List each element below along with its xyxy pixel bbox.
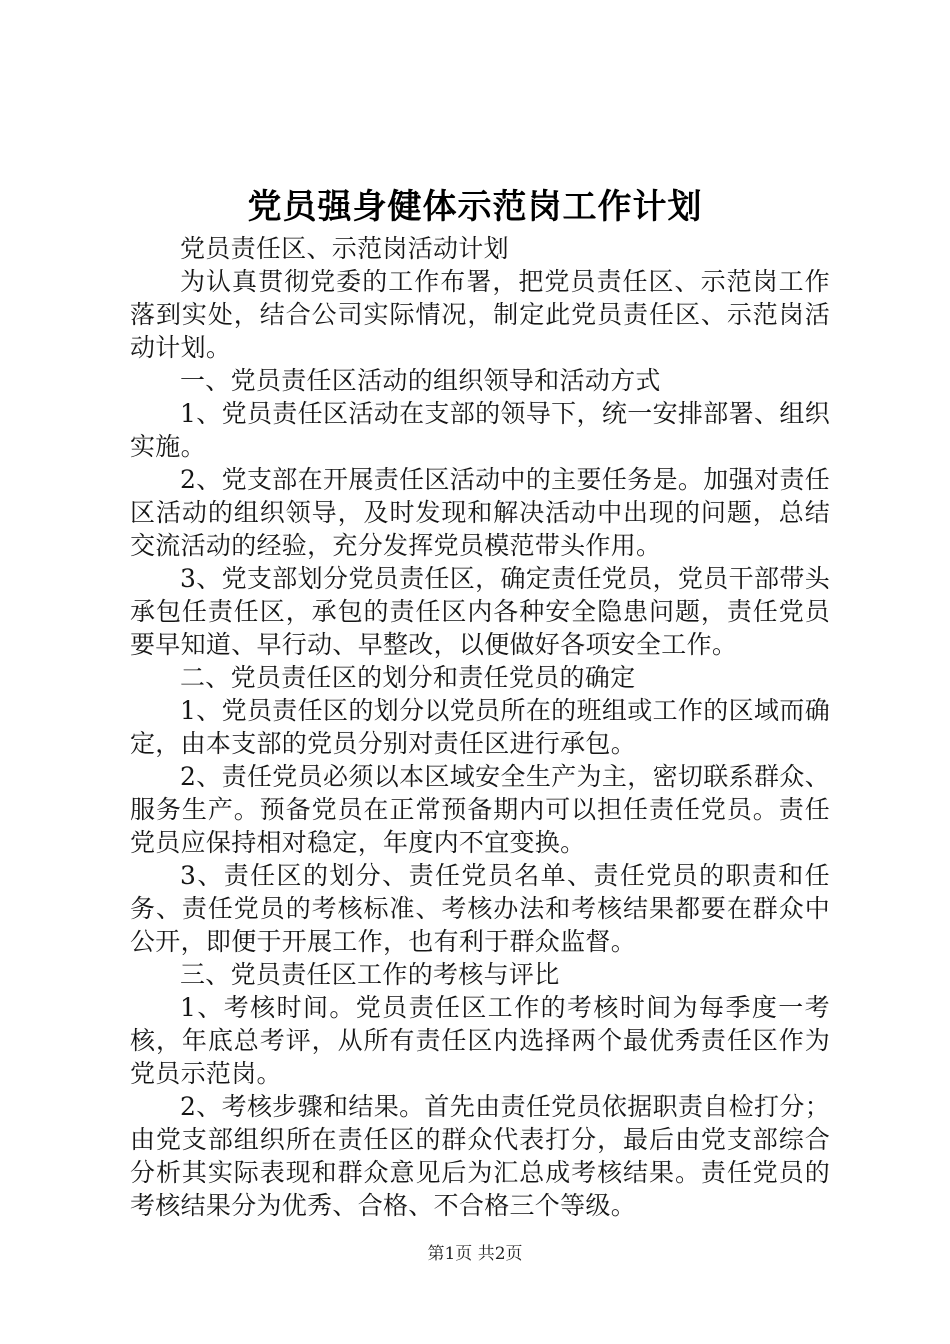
section-2-item-1: 1、党员责任区的划分以党员所在的班组或工作的区域而确定，由本支部的党员分别对责任区进行承包。 [130, 696, 830, 758]
subtitle-paragraph: 党员责任区、示范岗活动计划 [180, 234, 509, 263]
document-title: 党员强身健体示范岗工作计划 [247, 187, 703, 227]
section-1-item-3: 3、党支部划分党员责任区，确定责任党员，党员干部带头承包任责任区，承包的责任区内各种安全隐患问题，责任党员要早知道、早行动、早整改，以便做好各项安全工作。 [130, 564, 830, 659]
intro-paragraph: 为认真贯彻党委的工作布署，把党员责任区、示范岗工作落到实处，结合公司实际情况，制定此党员责任区、示范岗活动计划。 [130, 267, 830, 362]
section-1-item-1: 1、党员责任区活动在支部的领导下，统一安排部署、组织实施。 [130, 399, 830, 461]
section-1-item-2: 2、党支部在开展责任区活动中的主要任务是。加强对责任区活动的组织领导，及时发现和解决活动中出现的问题，总结交流活动的经验，充分发挥党员模范带头作用。 [130, 465, 830, 560]
section-3-item-2: 2、考核步骤和结果。首先由责任党员依据职责自检打分；由党支部组织所在责任区的群众代表打分，最后由党支部综合分析其实际表现和群众意见后为汇总成考核结果。责任党员的考核结果分为优秀、合格、不合格三个等级。 [130, 1092, 830, 1220]
section-heading-2: 二、党员责任区的划分和责任党员的确定 [180, 663, 636, 692]
section-2-item-3: 3、责任区的划分、责任党员名单、责任党员的职责和任务、责任党员的考核标准、考核办法和考核结果都要在群众中公开，即便于开展工作，也有利于群众监督。 [130, 861, 830, 956]
page-number-footer: 第1页 共2页 [427, 1244, 523, 1264]
section-2-item-2: 2、责任党员必须以本区域安全生产为主，密切联系群众、服务生产。预备党员在正常预备期内可以担任责任党员。责任党员应保持相对稳定，年度内不宜变换。 [130, 762, 830, 857]
section-3-item-1: 1、考核时间。党员责任区工作的考核时间为每季度一考核，年底总考评，从所有责任区内选择两个最优秀责任区作为党员示范岗。 [130, 993, 830, 1088]
section-heading-3: 三、党员责任区工作的考核与评比 [180, 960, 560, 989]
document-body [130, 232, 830, 1222]
section-heading-1: 一、党员责任区活动的组织领导和活动方式 [180, 366, 661, 395]
